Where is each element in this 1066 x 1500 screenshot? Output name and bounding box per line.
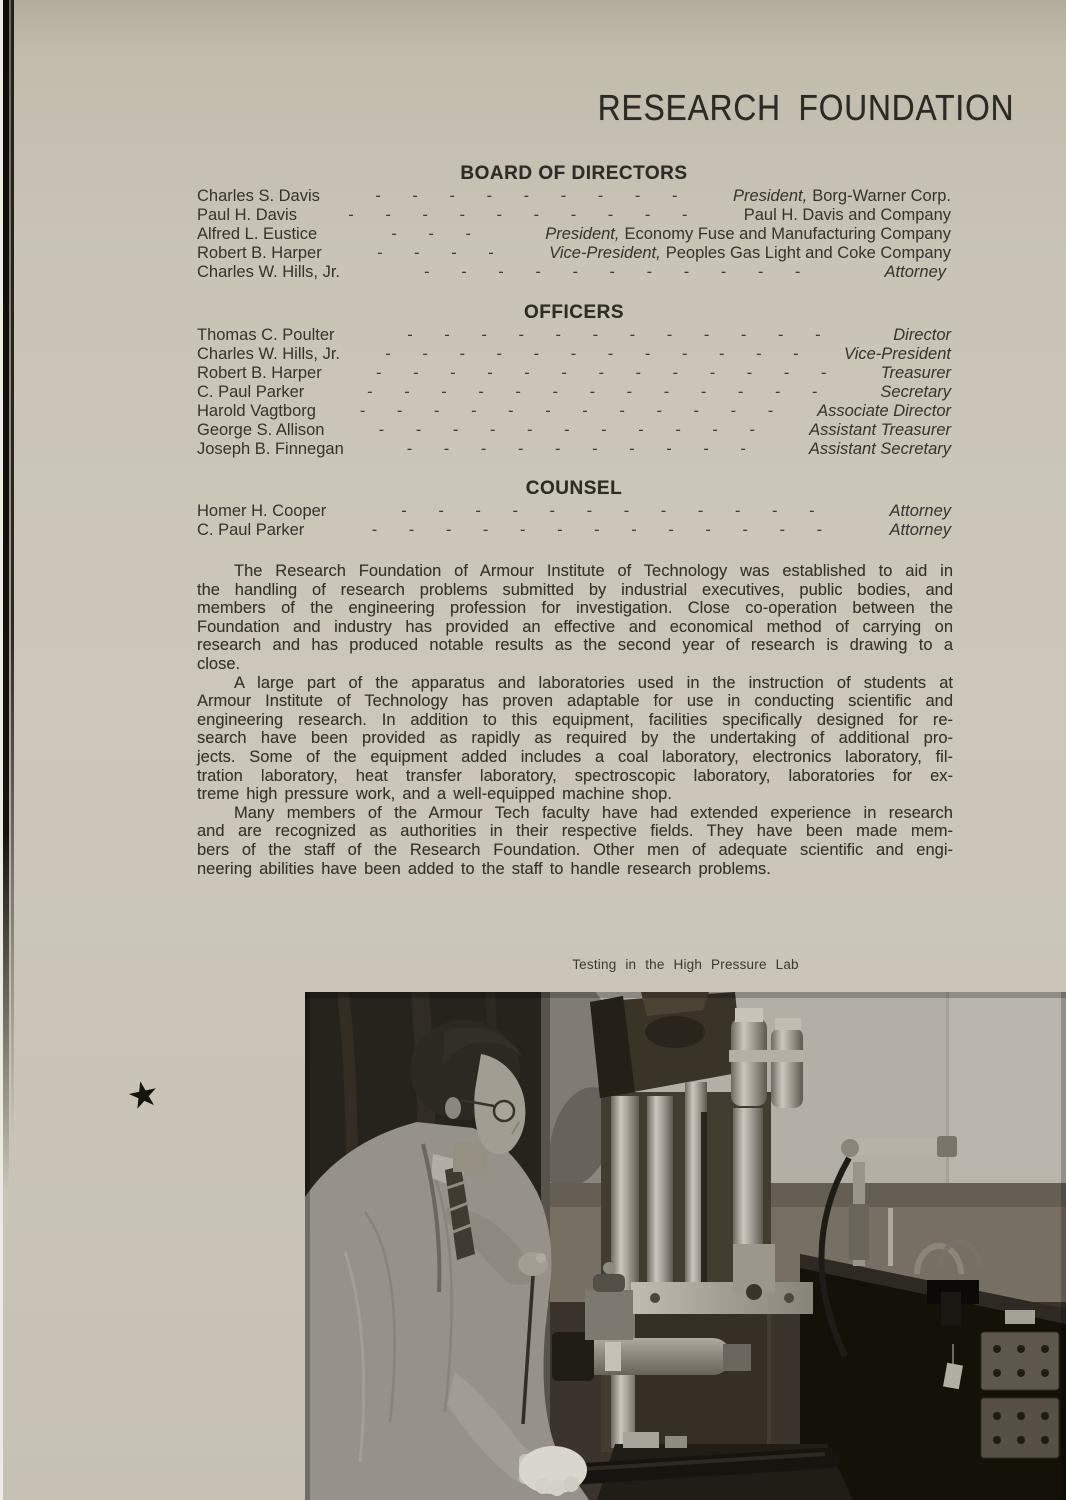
text-line: treme high pressure work, and a well-equipped machine shop. <box>197 785 672 804</box>
officer-row <box>197 440 951 459</box>
counsel-role: Attorney <box>889 521 951 539</box>
paragraph <box>197 674 953 804</box>
director-row <box>197 206 951 225</box>
text-line: search have been provided as rapidly as required by the undertaking of additional pro- <box>197 729 953 748</box>
officer-row <box>197 326 951 345</box>
counsel-name: C. Paul Parker <box>197 521 305 539</box>
counsel-role: Attorney <box>889 502 951 520</box>
counsel-row <box>197 521 951 540</box>
text-line: Foundation and industry has provided an effective and economical method of carrying on <box>197 617 953 636</box>
director-name: Robert B. Harper <box>197 244 322 262</box>
dash-leader: - - - <box>391 225 471 243</box>
officers-section <box>197 302 951 459</box>
dash-leader: - - - - - - - - - - - - <box>401 502 815 520</box>
counsel-name: Homer H. Cooper <box>197 502 327 520</box>
director-role: Vice-President, <box>549 244 661 262</box>
officer-name: Charles W. Hills, Jr. <box>197 345 341 363</box>
dash-leader: - - - - - - - - - <box>375 187 678 205</box>
text-line: engineering research. In addition to this equipment, facilities specifically designed for re- <box>197 710 953 729</box>
dash-leader: - - - - - - - - - - <box>406 440 746 458</box>
photo-testing-high-pressure-lab <box>305 992 1066 1500</box>
text-line: the handling of research problems submitted by industrial executives, public bodies, and <box>197 580 953 599</box>
dash-leader: - - - - - - - - - - - <box>378 421 755 439</box>
officer-name: C. Paul Parker <box>197 383 305 401</box>
officer-name: Thomas C. Poulter <box>197 326 335 344</box>
dash-leader: - - - - - - - - - - - - - <box>371 521 823 539</box>
dash-leader: - - - - - - - - - - - - - <box>367 383 818 401</box>
text-line: tration laboratory, heat transfer laboratory, spectroscopic laboratory, laboratories for ex- <box>197 766 953 785</box>
paragraph <box>197 562 953 674</box>
photo-illustration <box>305 992 1066 1500</box>
officer-role: Vice-President <box>843 345 951 363</box>
director-row <box>197 263 951 282</box>
page-title: RESEARCH FOUNDATION <box>597 87 1014 128</box>
director-organization: Peoples Gas Light and Coke Company <box>665 244 951 262</box>
director-organization: Paul H. Davis and Company <box>743 206 951 224</box>
text-line: and are recognized as authorities in their respective fields. They have been made mem- <box>197 822 953 841</box>
officer-name: Harold Vagtborg <box>197 402 316 420</box>
officer-name: George S. Allison <box>197 421 325 439</box>
dash-leader: - - - - <box>377 244 494 262</box>
text-line: close. <box>197 654 241 673</box>
director-role: Attorney <box>884 263 946 281</box>
officer-row <box>197 364 951 383</box>
officer-role: Director <box>893 326 951 344</box>
dash-leader: - - - - - - - - - - - - <box>385 345 799 363</box>
paragraph <box>197 804 953 878</box>
officer-name: Robert B. Harper <box>197 364 322 382</box>
director-row <box>197 244 951 263</box>
text-line: neering abilities have been added to the staff to handle research problems. <box>197 859 771 878</box>
board-heading: BOARD OF DIRECTORS <box>460 163 688 184</box>
officers-heading: OFFICERS <box>523 302 625 323</box>
director-name: Paul H. Davis <box>197 206 297 224</box>
text-line: jects. Some of the equipment added includes a coal laboratory, electronics laboratory, fil- <box>197 747 953 766</box>
text-line: The Research Foundation of Armour Institute of Technology was established to aid in <box>234 562 953 580</box>
dash-leader: - - - - - - - - - - - - <box>407 326 821 344</box>
text-line: A large part of the apparatus and laboratories used in the instruction of students at <box>234 673 953 692</box>
director-role: President, <box>545 225 620 243</box>
director-name: Charles S. Davis <box>197 187 320 205</box>
officer-role: Associate Director <box>817 402 951 420</box>
director-name: Charles W. Hills, Jr. <box>197 263 341 281</box>
counsel-heading: COUNSEL <box>525 478 623 499</box>
photo-caption: Testing in the High Pressure Lab <box>572 957 799 972</box>
text-line: Many members of the Armour Tech faculty have had extended experience in research <box>234 803 953 822</box>
officer-role: Secretary <box>880 383 951 401</box>
officer-row <box>197 402 951 421</box>
board-of-directors-section <box>197 163 951 282</box>
officer-role: Treasurer <box>880 364 951 382</box>
text-line: members of the engineering profession for investigation. Close co-operation between the <box>197 599 953 618</box>
binding-edge-line <box>11 0 14 1140</box>
director-name: Alfred L. Eustice <box>197 225 318 243</box>
officer-row <box>197 345 951 364</box>
dash-leader: - - - - - - - - - - - - - <box>375 364 827 382</box>
dash-leader: - - - - - - - - - - <box>348 206 688 224</box>
officer-row <box>197 383 951 402</box>
director-row <box>197 187 951 206</box>
director-organization: Economy Fuse and Manufacturing Company <box>624 225 951 243</box>
body-text <box>197 562 953 878</box>
text-line: research and has produced notable results as the second year of research is drawing to a <box>197 636 953 655</box>
officer-row <box>197 421 951 440</box>
counsel-section <box>197 478 951 540</box>
dash-leader: - - - - - - - - - - - <box>424 263 801 281</box>
officer-role: Assistant Treasurer <box>809 421 951 439</box>
officer-name: Joseph B. Finnegan <box>197 440 344 458</box>
officer-role: Assistant Secretary <box>808 440 951 458</box>
counsel-row <box>197 502 951 521</box>
director-organization: Borg-Warner Corp. <box>812 187 951 205</box>
director-row <box>197 225 951 244</box>
star-icon: ★ <box>122 1071 164 1118</box>
director-role: President, <box>732 187 808 205</box>
text-line: bers of the staff of the Research Foundation. Other men of adequate scientific and engi- <box>197 840 953 859</box>
dash-leader: - - - - - - - - - - - - <box>359 402 774 420</box>
text-line: Armour Institute of Technology has proven adaptable for use in conducting scientific and <box>197 692 953 711</box>
